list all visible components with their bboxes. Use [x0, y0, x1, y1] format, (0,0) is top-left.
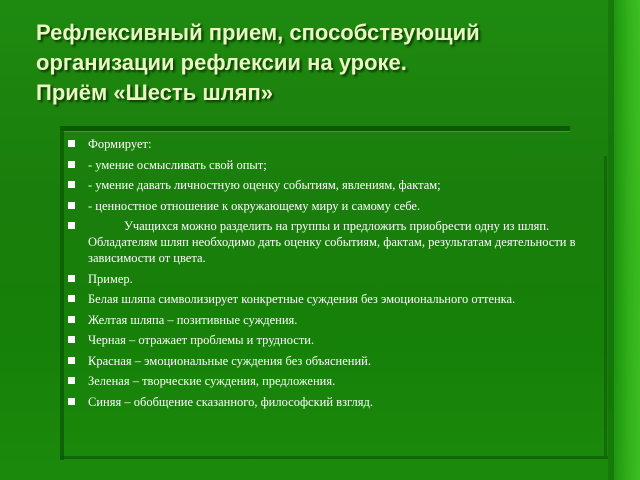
square-bullet-icon: [68, 275, 75, 282]
list-item: [66, 218, 614, 266]
slide-title: [36, 18, 606, 108]
title-line-2: организации рефлексии на уроке.: [36, 50, 407, 75]
list-item: [66, 198, 614, 214]
list-item-text: Формирует:: [88, 137, 152, 151]
list-item-text: Пример.: [88, 271, 133, 286]
list-item: [66, 271, 614, 287]
square-bullet-icon: [68, 398, 75, 405]
square-bullet-icon: [68, 357, 75, 364]
title-line-1: Рефлексивный прием, способствующий: [36, 20, 480, 45]
list-item: [66, 353, 614, 369]
list-item: [66, 177, 614, 193]
list-item-text: Белая шляпа символизирует конкретные суждения без эмоционального оттенка.: [88, 292, 516, 306]
list-item: [66, 394, 614, 410]
title-line-3: Приём «Шесть шляп»: [36, 80, 274, 105]
list-item-text: Зеленая – творческие суждения, предложения.: [88, 374, 336, 388]
square-bullet-icon: [68, 181, 75, 188]
square-bullet-icon: [68, 161, 75, 168]
square-bullet-icon: [68, 202, 75, 209]
list-item: [66, 136, 614, 152]
list-item: [66, 157, 614, 173]
bullet-list: [66, 136, 614, 414]
square-bullet-icon: [68, 295, 75, 302]
list-item-text: - умение осмысливать свой опыт;: [88, 157, 267, 172]
square-bullet-icon: [68, 222, 75, 229]
square-bullet-icon: [68, 336, 75, 343]
decorative-side-stripe: [614, 0, 640, 480]
square-bullet-icon: [68, 140, 75, 147]
list-item: [66, 373, 614, 389]
content-frame-bottom: [60, 456, 608, 459]
square-bullet-icon: [68, 316, 75, 323]
list-item-text: Желтая шляпа – позитивные суждения.: [88, 312, 298, 327]
list-item: [66, 332, 614, 348]
list-item-text: Красная – эмоциональные суждения без объяснений.: [88, 353, 371, 368]
list-item: [66, 291, 614, 307]
list-item-text: - умение давать личностную оценку событиям, явлениям, фактам;: [88, 178, 441, 192]
title-divider-highlight: [60, 131, 570, 132]
content-frame-left: [60, 126, 64, 460]
list-item-text: - ценностное отношение к окружающему миру и самому себе.: [88, 198, 421, 213]
list-item: [66, 312, 614, 328]
list-item-text: Черная – отражает проблемы и трудности.: [88, 333, 315, 347]
list-item-text: Учащихся можно разделить на группы и предложить приобрести одну из шляп. Обладателям шляп необходимо дать оценку событиям, фактам, результатам деятельности в зависимости от цвета.: [88, 219, 576, 265]
list-item-text: Синяя – обобщение сказанного, философский взгляд.: [88, 394, 373, 409]
square-bullet-icon: [68, 377, 75, 384]
